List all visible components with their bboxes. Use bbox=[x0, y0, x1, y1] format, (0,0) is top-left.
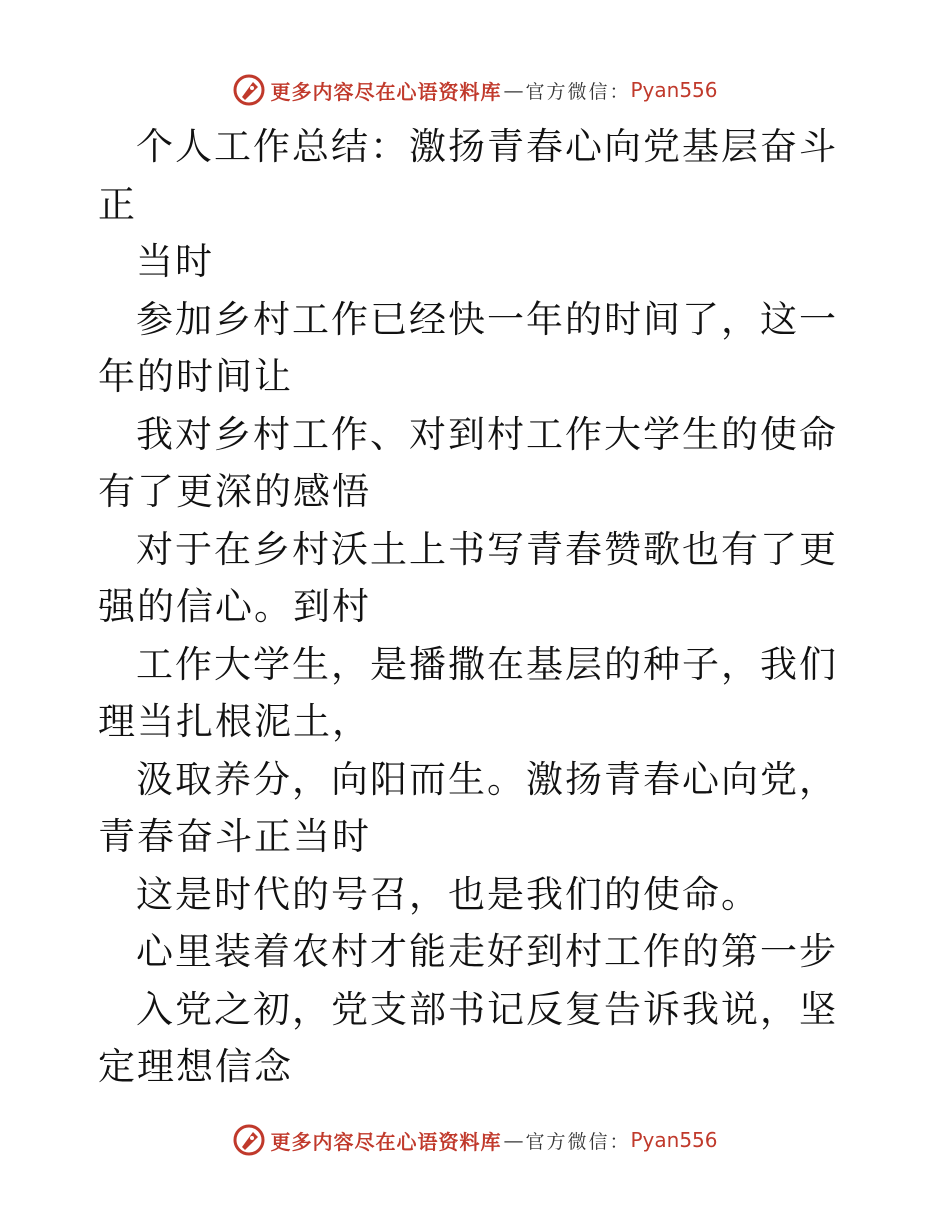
footer-wechat-id: Pyan556 bbox=[630, 1128, 718, 1152]
footer-separator: — bbox=[503, 1128, 524, 1152]
pen-nib-logo-icon bbox=[232, 73, 266, 107]
paragraph: 这是时代的号召，也是我们的使命。 bbox=[136, 872, 760, 916]
header-banner bbox=[0, 70, 950, 110]
header-site-name: 更多内容尽在心语资料库 bbox=[270, 79, 502, 104]
paragraph: 当时 bbox=[136, 240, 214, 283]
paragraph: 对于在乡村沃土上书写青春赞歌也有了更强的信心。到村 bbox=[98, 527, 838, 628]
footer-banner bbox=[0, 1120, 950, 1160]
paragraph: 参加乡村工作已经快一年的时间了，这一年的时间让 bbox=[98, 297, 838, 398]
paragraph: 汲取养分，向阳而生。激扬青春心向党，青春奋斗正当时 bbox=[98, 757, 838, 858]
document-body bbox=[98, 118, 858, 1096]
section-heading: 心里装着农村才能走好到村工作的第一步 bbox=[136, 930, 838, 973]
paragraph: 工作大学生，是播撒在基层的种子，我们理当扎根泥土， bbox=[98, 642, 838, 743]
header-wechat-id: Pyan556 bbox=[630, 78, 718, 102]
header-separator: — bbox=[503, 78, 524, 102]
footer-site-name: 更多内容尽在心语资料库 bbox=[270, 1129, 502, 1154]
header-wechat-label: 官方微信： bbox=[525, 80, 631, 103]
pen-nib-logo-icon bbox=[232, 1123, 266, 1157]
footer-wechat-label: 官方微信： bbox=[525, 1130, 631, 1153]
paragraph: 我对乡村工作、对到村工作大学生的使命有了更深的感悟 bbox=[98, 412, 838, 513]
paragraph: 入党之初，党支部书记反复告诉我说，坚定理想信念 bbox=[98, 987, 838, 1088]
document-title: 个人工作总结：激扬青春心向党基层奋斗正 bbox=[98, 125, 838, 226]
